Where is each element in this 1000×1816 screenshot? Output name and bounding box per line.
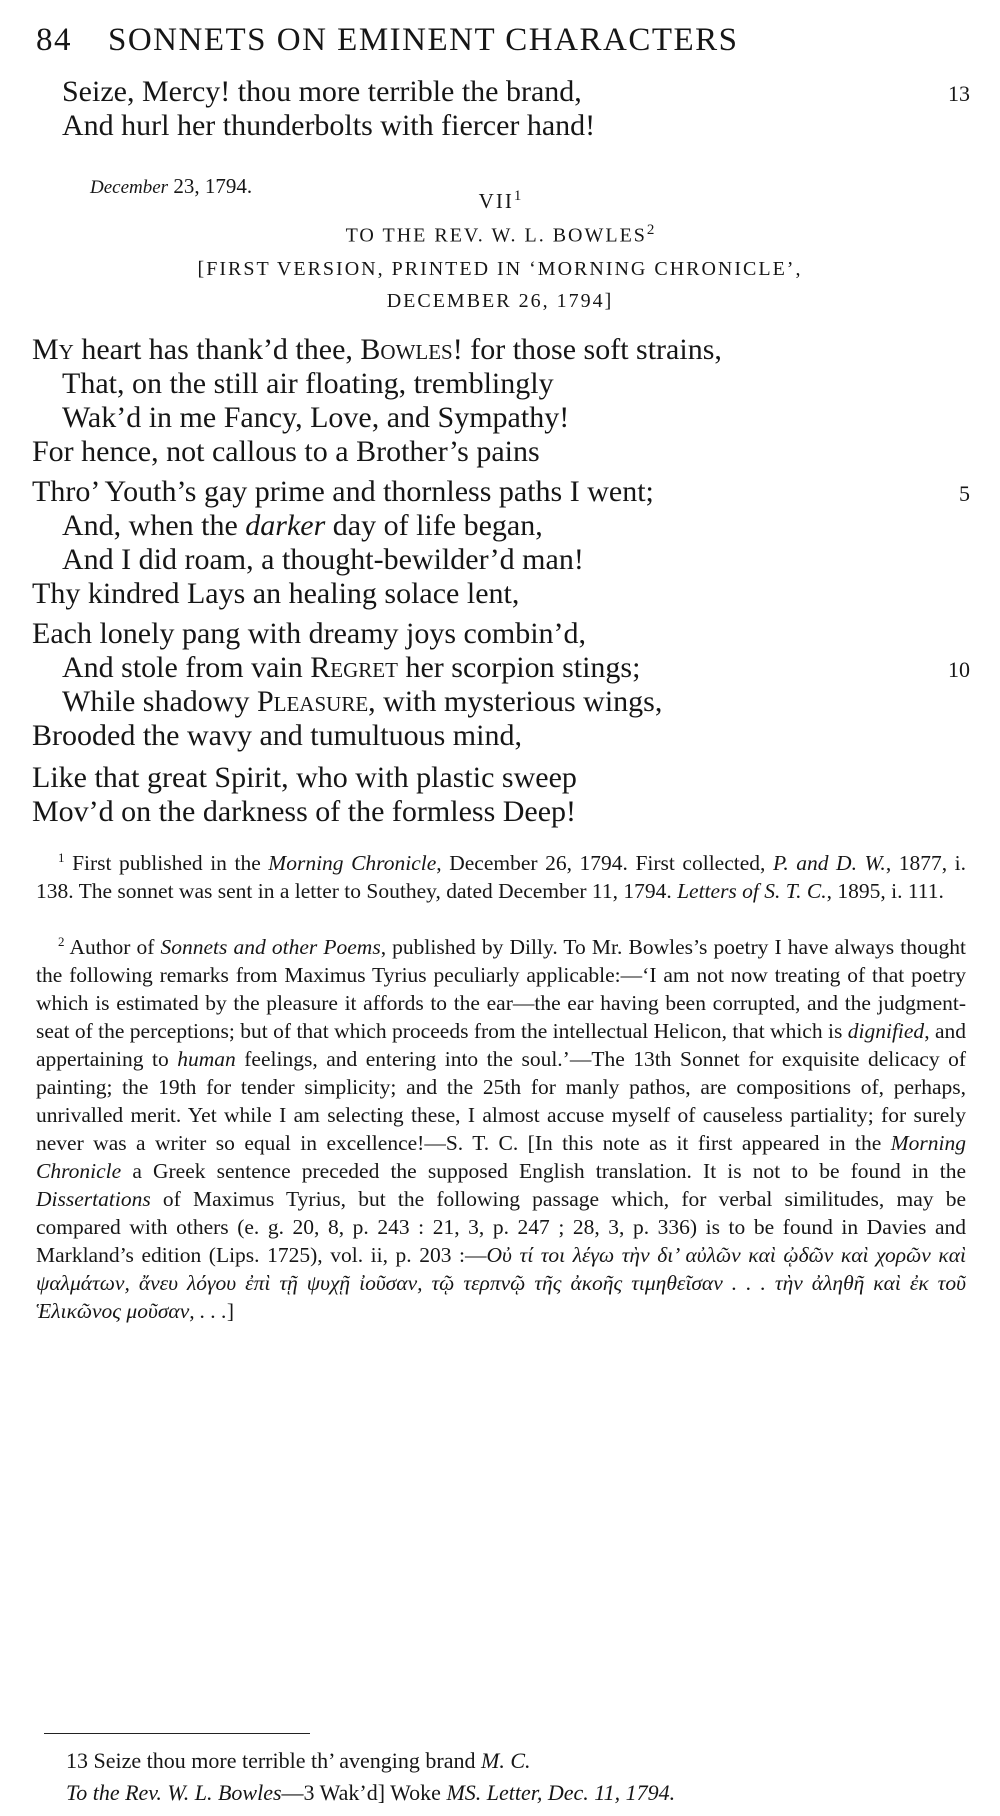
footnote-2: $^2$ Author of Sonnets and other Poems, published by Dilly. To Mr. Bowles’s poetry I have always thought the following remarks from Maximus Tyrius peculiarly applicable:—‘I am not now treating of that poetry which is estimated by the pleasure it affords to the ear—the ear having been corrupted, and the judgment-seat of the perceptions; but of that which proceeds from the intellectual Helicon, that which is dignified, and appertaining to human feelings, and entering into the soul.’—The 13th Sonnet for exquisite delicacy of painting; the 19th for tender simplicity; and the 25th for manly pathos, are compositions of, perhaps, unrivalled merit. Yet while I am selecting these, I almost accuse myself of causeless partiality; for surely never was a writer so equal in excellence!—S. T. C. [In this note as it first appeared in the Morning Chronicle a Greek sentence preceded the supposed English translation. It is not to be found in the Dissertations of Maximus Tyrius, but the following passage which, for verbal similitudes, may be compared with others (e. g. 20, 8, p. 243 : 21, 3, p. 247 ; 28, 3, p. 336) is to be found in Davies and Markland’s edition (Lips. 1725), vol. ii, p. 203 :—Οὐ τί τοι λέγω τὴν δι’ αὐλῶν καὶ ᾠδῶν καὶ χορῶν καὶ ψαλμάτων, ἄνευ λόγου ἐπὶ τῇ ψυχῇ ἰοῦσαν, τῷ τερπνῷ τῆς ἀκοῆς τιμηθεῖσαν . . . τὴν ἀληθῆ καὶ ἐκ τοῦ Ἑλικῶνος μοῦσαν, . . .]	[36, 934, 967, 1324]
verse-line: Brooded the wavy and tumultuous mind,	[32, 719, 522, 752]
running-header	[36, 22, 936, 59]
verse-line: While shadowy Pleasure, with mysterious wings,	[62, 685, 663, 718]
verse-line: Each lonely pang with dreamy joys combin’d,	[32, 617, 587, 650]
verse-line: And hurl her thunderbolts with fiercer hand!	[62, 109, 596, 142]
verse-line: Thro’ Youth’s gay prime and thornless paths I went; 5	[0, 472, 1000, 512]
line-number: 5	[959, 481, 970, 506]
verse-line: My heart has thank’d thee, Bowles! for those soft strains,	[32, 333, 722, 366]
page-number: 84	[36, 22, 72, 58]
version-note-date: DECEMBER 26, 1794]	[386, 290, 614, 312]
line-number: 10	[948, 657, 970, 682]
sonnet-title: TO THE REV. W. L. BOWLES$^2$	[345, 222, 655, 247]
verse-line: And stole from vain Regret her scorpion stings; 10	[0, 648, 1000, 688]
footnote-1: $^1$ First published in the Morning Chronicle, December 26, 1794. First collected, P. and D. W., 1877, i. 138. The sonnet was sent in a letter to Southey, dated December 11, 1794. Letters of S. T. C., 1895, i. 111.	[36, 850, 967, 904]
greek-quotation: Οὐ τί τοι λέγω τὴν δι’ αὐλῶν καὶ ᾠδῶν καὶ χορῶν καὶ ψαλμάτων, ἄνευ λόγου ἐπὶ τῇ ψυχῇ ἰοῦσαν, τῷ τερπνῷ τῆς ἀκοῆς τιμηθεῖσαν . . . τὴν ἀληθῆ καὶ ἐκ τοῦ Ἑλικῶνος μοῦσαν, . . .	[36, 1243, 967, 1324]
variant-note: To the Rev. W. L. Bowles—3 Wak’d] Woke MS. Letter, Dec. 11, 1794.	[66, 1780, 676, 1805]
verse-line: And I did roam, a thought-bewilder’d man!	[62, 543, 584, 576]
verse-line: And, when the darker day of life began,	[62, 509, 543, 542]
verse-line: Seize, Mercy! thou more terrible the brand, 13	[0, 72, 1000, 112]
variant-note: 13 Seize thou more terrible th’ avenging brand M. C.	[66, 1748, 531, 1773]
line-number: 13	[948, 81, 970, 106]
verse-line: Thy kindred Lays an healing solace lent,	[32, 577, 520, 610]
verse-line: Like that great Spirit, who with plastic sweep	[32, 761, 577, 794]
sonnet-number: VII$^1$	[478, 188, 522, 213]
verse-line: Mov’d on the darkness of the formless Deep!	[32, 795, 577, 828]
verse-line: That, on the still air floating, tremblingly	[62, 367, 554, 400]
verse-line: For hence, not callous to a Brother’s pains	[32, 435, 540, 468]
running-title: SONNETS ON EMINENT CHARACTERS	[108, 22, 739, 58]
date-line: December 23, 1794.	[90, 174, 253, 198]
verse-line: Wak’d in me Fancy, Love, and Sympathy!	[62, 401, 570, 434]
footnote-rule	[44, 1733, 310, 1734]
version-note: [FIRST VERSION, PRINTED IN ‘MORNING CHRONICLE’,	[197, 258, 803, 280]
